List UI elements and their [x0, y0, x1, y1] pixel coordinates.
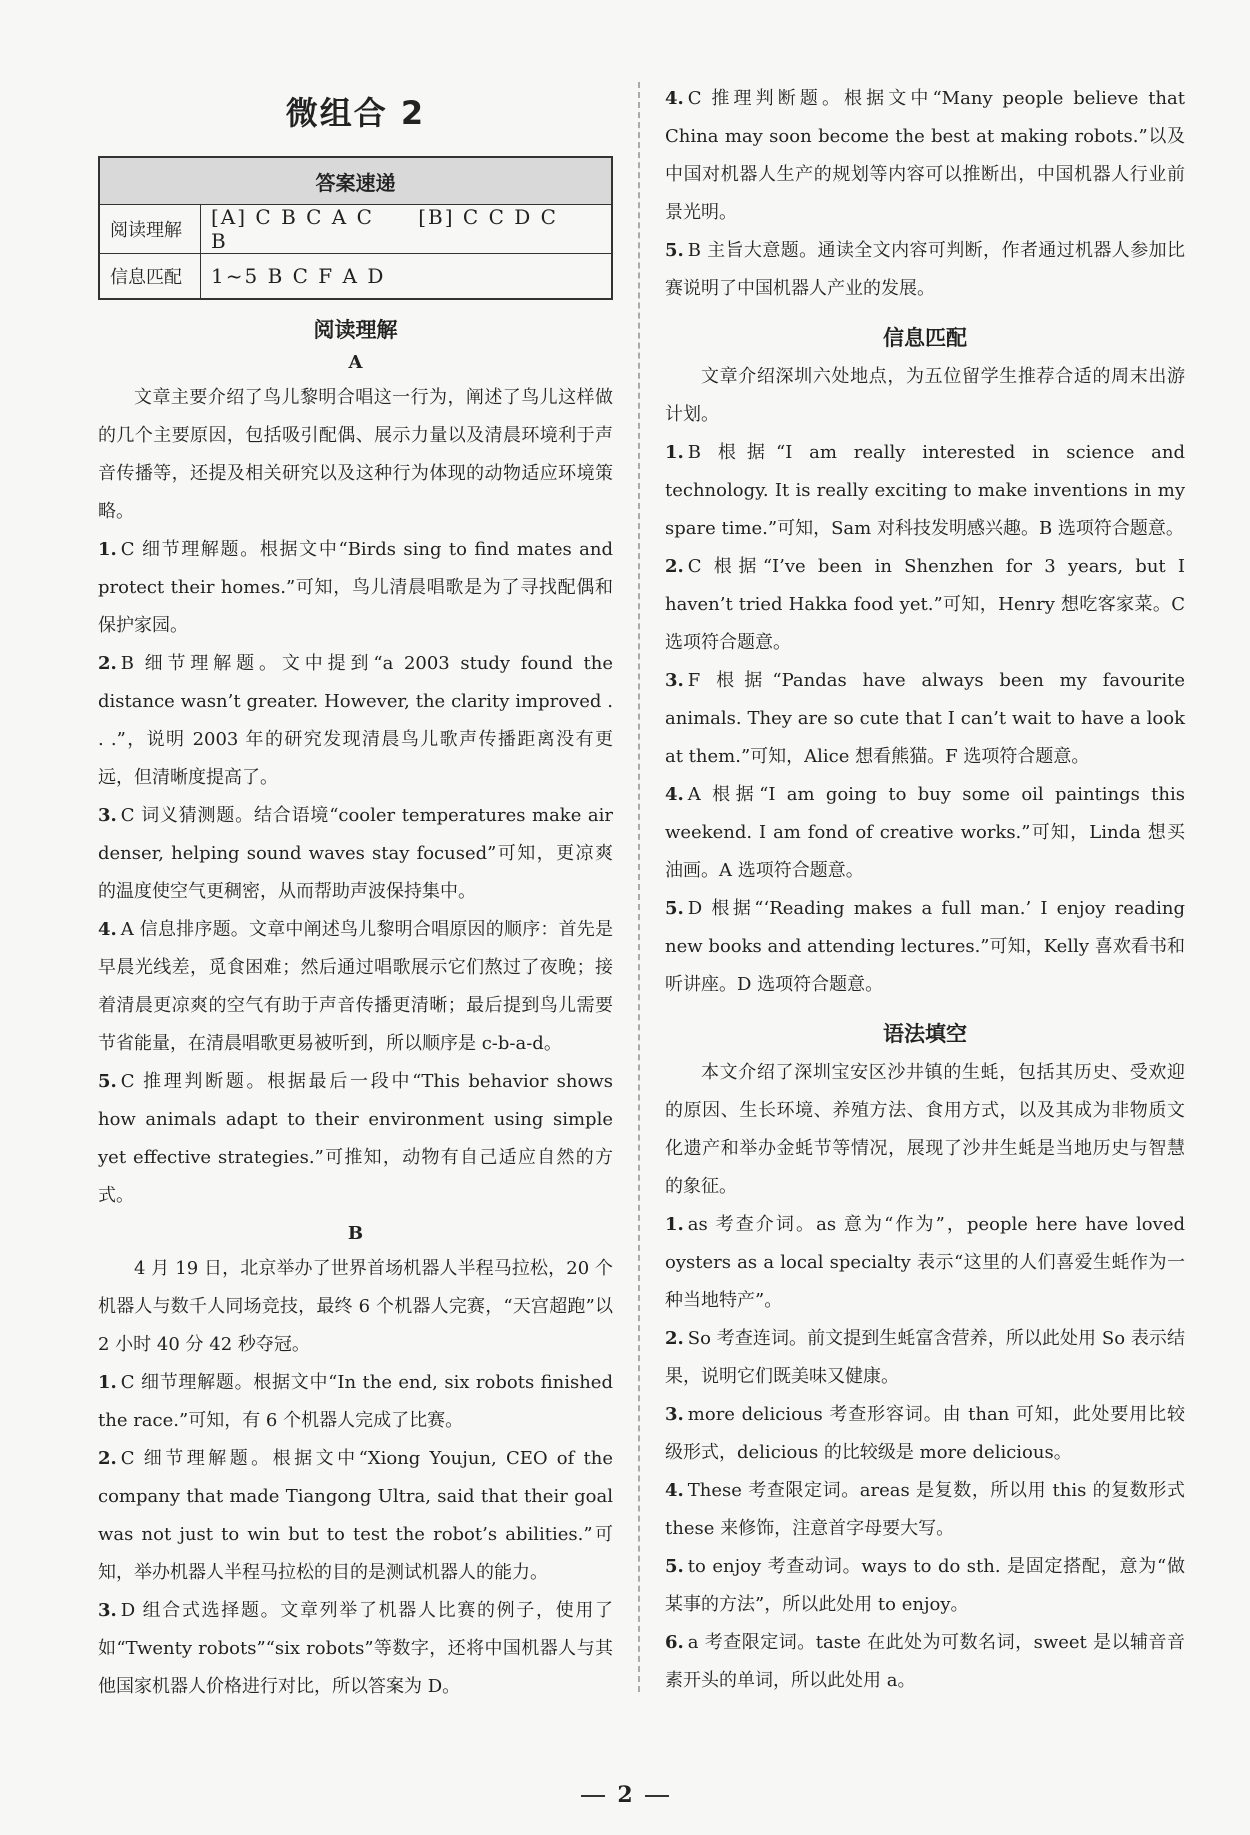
- item-number: 2.: [665, 1328, 684, 1349]
- answer-item: [98, 1440, 613, 1592]
- item-number: 3.: [98, 1600, 117, 1621]
- item-text: C 推理判断题。根据最后一段中“This behavior shows how animals adapt to their environment using simple yet effective strategies.”可推知，动物有自己适应自然的方式。: [98, 1071, 613, 1206]
- item-text: more delicious 考查形容词。由 than 可知，此处要用比较级形式，delicious 的比较级是 more delicious。: [665, 1404, 1185, 1463]
- answer-item: [98, 1063, 613, 1215]
- item-number: 2.: [98, 1448, 117, 1469]
- answer-row: [99, 205, 612, 254]
- answer-table: [98, 156, 613, 300]
- item-number: 1.: [98, 1372, 117, 1393]
- item-text: These 考查限定词。areas 是复数，所以用 this 的复数形式 these 来修饰，注意首字母要大写。: [665, 1480, 1185, 1539]
- answer-item: [665, 890, 1185, 1004]
- column-divider: [638, 82, 640, 1692]
- answer-item: [665, 1396, 1185, 1472]
- page-number: [0, 1782, 1250, 1808]
- item-number: 2.: [98, 653, 117, 674]
- answer-item: [665, 1624, 1185, 1700]
- item-number: 3.: [665, 1404, 684, 1425]
- item-number: 6.: [665, 1632, 684, 1653]
- item-text: D 组合式选择题。文章列举了机器人比赛的例子，使用了如“Twenty robots”“six robots”等数字，还将中国机器人与其他国家机器人价格进行对比，所以答案为 D。: [98, 1600, 613, 1697]
- answer-row-value: [201, 254, 613, 300]
- answer-item: [665, 232, 1185, 308]
- answer-item: [98, 531, 613, 645]
- folio-dash: [581, 1795, 605, 1797]
- item-text: B 细节理解题。文中提到“a 2003 study found the distance wasn’t greater. However, the clarity improved . . .”，说明 2003 年的研究发现清晨鸟儿歌声传播距离没有更远，但清晰度提高了。: [98, 653, 613, 788]
- answer-item: [665, 1548, 1185, 1624]
- answer-item: [665, 776, 1185, 890]
- page-number-value: 2: [617, 1782, 633, 1808]
- item-text: F 根据“Pandas have always been my favourite animals. They are so cute that I can’t wait to have a look at them.”可知，Alice 想看熊猫。F 选项符合题意。: [665, 670, 1185, 767]
- item-number: 3.: [665, 670, 684, 691]
- item-text: C 细节理解题。根据文中“Xiong Youjun, CEO of the company that made Tiangong Ultra, said that their goal was not just to win but to test the robot’s abilities.”可知，举办机器人半程马拉松的目的是测试机器人的能力。: [98, 1448, 613, 1583]
- answer-row-label: 阅读理解: [99, 205, 201, 254]
- answer-item: [665, 662, 1185, 776]
- answer-item: [98, 797, 613, 911]
- item-text: So 考查连词。前文提到生蚝富含营养，所以此处用 So 表示结果，说明它们既美味又健康。: [665, 1328, 1185, 1387]
- item-number: 5.: [665, 240, 684, 261]
- item-text: B 根据“I am really interested in science and technology. It is really exciting to make inventions in my spare time.”可知，Sam 对科技发明感兴趣。B 选项符合题意。: [665, 442, 1185, 539]
- item-text: C 推理判断题。根据文中“Many people believe that China may soon become the best at making robots.”以及中国对机器人生产的规划等内容可以推断出，中国机器人行业前景光明。: [665, 88, 1185, 223]
- item-number: 4.: [665, 88, 684, 109]
- answer-group-b: [B] C C D C B: [211, 205, 558, 253]
- section-heading-grammar: 语法填空: [883, 1022, 967, 1046]
- item-number: 1.: [665, 1214, 684, 1235]
- answer-row-value: [201, 205, 613, 254]
- item-text: A 信息排序题。文章中阐述鸟儿黎明合唱原因的顺序：首先是早晨光线差，觅食困难；然后通过唱歌展示它们熬过了夜晚；接着清晨更凉爽的空气有助于声音传播更清晰；最后提到鸟儿需要节省能量，在清晨唱歌更易被听到，所以顺序是 c-b-a-d。: [98, 919, 613, 1054]
- item-number: 4.: [98, 919, 117, 940]
- item-text: A 根据“I am going to buy some oil paintings this weekend. I am fond of creative works.”可知，Linda 想买油画。A 选项符合题意。: [665, 784, 1185, 881]
- answer-item: [665, 1320, 1185, 1396]
- left-column: [98, 80, 613, 1706]
- answer-row-label: 信息匹配: [99, 254, 201, 300]
- answer-item: [98, 645, 613, 797]
- answer-item: [98, 1364, 613, 1440]
- item-text: C 根据“I’ve been in Shenzhen for 3 years, but I haven’t tried Hakka food yet.”可知，Henry 想吃客家菜。C 选项符合题意。: [665, 556, 1185, 653]
- item-text: C 词义猜测题。结合语境“cooler temperatures make air denser, helping sound waves stay focused”可知，更凉爽的温度使空气更稠密，从而帮助声波保持集中。: [98, 805, 613, 902]
- answer-group-a: [A] C B C A C: [211, 205, 374, 229]
- item-number: 4.: [665, 1480, 684, 1501]
- answer-item: [665, 548, 1185, 662]
- folio-dash: [645, 1795, 669, 1797]
- answer-row: [99, 254, 612, 300]
- item-number: 4.: [665, 784, 684, 805]
- item-number: 5.: [665, 1556, 684, 1577]
- passage-summary-a: 文章主要介绍了鸟儿黎明合唱这一行为，阐述了鸟儿这样做的几个主要原因，包括吸引配偶、展示力量以及清晨环境利于声音传播等，还提及相关研究以及这种行为体现的动物适应环境策略。: [98, 387, 613, 522]
- answer-item: [665, 1472, 1185, 1548]
- subsection-heading-a: A: [348, 352, 363, 373]
- item-text: C 细节理解题。根据文中“In the end, six robots finished the race.”可知，有 6 个机器人完成了比赛。: [98, 1372, 613, 1431]
- item-text: B 主旨大意题。通读全文内容可判断，作者通过机器人参加比赛说明了中国机器人产业的发展。: [665, 240, 1185, 299]
- section-heading-matching: 信息匹配: [883, 326, 967, 350]
- item-number: 1.: [665, 442, 684, 463]
- answer-table-header: 答案速递: [99, 157, 612, 205]
- answer-item: [98, 1592, 613, 1706]
- passage-summary-matching: 文章介绍深圳六处地点，为五位留学生推荐合适的周末出游计划。: [665, 366, 1185, 425]
- answer-item: [665, 80, 1185, 232]
- item-text: C 细节理解题。根据文中“Birds sing to find mates and protect their homes.”可知，鸟儿清晨唱歌是为了寻找配偶和保护家园。: [98, 539, 613, 636]
- answer-item: [98, 911, 613, 1063]
- passage-summary-b: 4 月 19 日，北京举办了世界首场机器人半程马拉松，20 个机器人与数千人同场竞技，最终 6 个机器人完赛，“天宫超跑”以 2 小时 40 分 42 秒夺冠。: [98, 1258, 613, 1355]
- item-number: 5.: [665, 898, 684, 919]
- item-number: 5.: [98, 1071, 117, 1092]
- right-column: [665, 80, 1185, 1700]
- item-text: as 考查介词。as 意为“作为”，people here have loved oysters as a local specialty 表示“这里的人们喜爱生蚝作为一种当地特产”。: [665, 1214, 1185, 1311]
- item-text: D 根据“‘Reading makes a full man.’ I enjoy reading new books and attending lectures.”可知，Kelly 喜欢看书和听讲座。D 选项符合题意。: [665, 898, 1185, 995]
- answer-item: [665, 1206, 1185, 1320]
- item-text: a 考查限定词。taste 在此处为可数名词，sweet 是以辅音音素开头的单词，所以此处用 a。: [665, 1632, 1185, 1691]
- passage-summary-grammar: 本文介绍了深圳宝安区沙井镇的生蚝，包括其历史、受欢迎的原因、生长环境、养殖方法、食用方式，以及其成为非物质文化遗产和举办金蚝节等情况，展现了沙井生蚝是当地历史与智慧的象征。: [665, 1062, 1185, 1197]
- page-title: 微组合 2: [285, 94, 426, 132]
- item-text: to enjoy 考查动词。ways to do sth. 是固定搭配，意为“做某事的方法”，所以此处用 to enjoy。: [665, 1556, 1185, 1615]
- answer-item: [665, 434, 1185, 548]
- item-number: 3.: [98, 805, 117, 826]
- subsection-heading-b: B: [347, 1223, 364, 1244]
- answer-group-a: 1~5 B C F A D: [211, 264, 386, 288]
- item-number: 1.: [98, 539, 117, 560]
- section-heading-reading: 阅读理解: [313, 318, 398, 342]
- item-number: 2.: [665, 556, 684, 577]
